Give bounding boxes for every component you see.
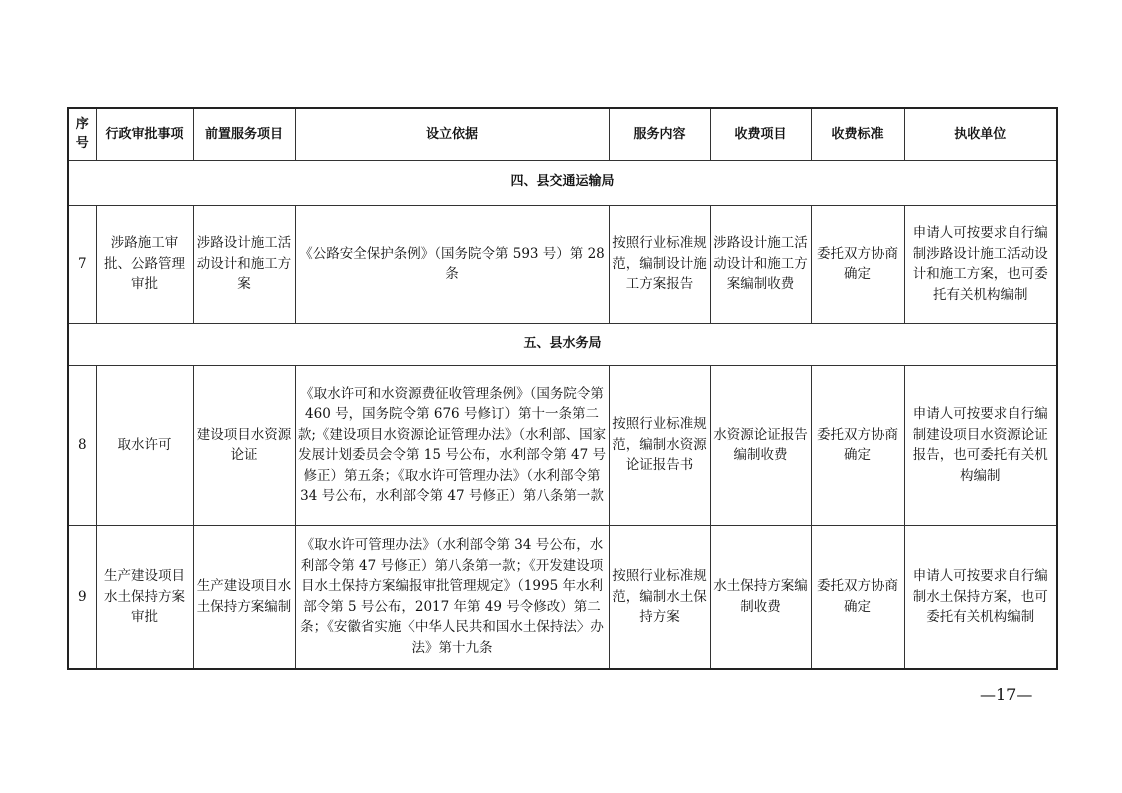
section-title: 五、县水务局 xyxy=(68,323,1057,365)
cell-service-content: 按照行业标准规范，编制设计施工方案报告 xyxy=(609,205,710,323)
cell-fee-item: 涉路设计施工活动设计和施工方案编制收费 xyxy=(710,205,811,323)
cell-seq: 9 xyxy=(68,525,96,669)
table-row xyxy=(68,365,1057,525)
header-prerequisite-service: 前置服务项目 xyxy=(193,108,295,160)
cell-fee-standard: 委托双方协商确定 xyxy=(811,205,904,323)
cell-basis: 《取水许可和水资源费征收管理条例》（国务院令第 460 号，国务院令第 676 号修订）第十一条第二款;《建设项目水资源论证管理办法》（水利部、国家发展计划委员会令第 15 号公布，水利部令第 47 号修正）第五条；《取水许可管理办法》（水利部令第 34 号公布，水利部令第 47 号修正）第八条第一款 xyxy=(295,365,609,525)
table-row xyxy=(68,525,1057,669)
cell-seq: 8 xyxy=(68,365,96,525)
cell-approval-item: 取水许可 xyxy=(96,365,193,525)
cell-seq: 7 xyxy=(68,205,96,323)
header-collecting-unit: 执收单位 xyxy=(904,108,1057,160)
cell-prerequisite-service: 生产建设项目水土保持方案编制 xyxy=(193,525,295,669)
table-header-row xyxy=(68,108,1057,160)
cell-prerequisite-service: 涉路设计施工活动设计和施工方案 xyxy=(193,205,295,323)
cell-service-content: 按照行业标准规范，编制水土保持方案 xyxy=(609,525,710,669)
cell-approval-item: 涉路施工审批、公路管理审批 xyxy=(96,205,193,323)
header-seq: 序号 xyxy=(68,108,96,160)
header-fee-item: 收费项目 xyxy=(710,108,811,160)
section-title: 四、县交通运输局 xyxy=(68,160,1057,205)
header-basis: 设立依据 xyxy=(295,108,609,160)
section-row xyxy=(68,160,1057,205)
cell-basis: 《取水许可管理办法》（水利部令第 34 号公布，水利部令第 47 号修正）第八条第一款；《开发建设项目水土保持方案编报审批管理规定》（1995 年水利部令第 5 号公布，2017 年第 49 号令修改）第二条；《安徽省实施〈中华人民共和国水土保持法〉办法》第十九条 xyxy=(295,525,609,669)
section-row xyxy=(68,323,1057,365)
cell-collecting-unit: 申请人可按要求自行编制建设项目水资源论证报告，也可委托有关机构编制 xyxy=(904,365,1057,525)
page-number: —17— xyxy=(980,685,1033,704)
cell-service-content: 按照行业标准规范，编制水资源论证报告书 xyxy=(609,365,710,525)
header-service-content: 服务内容 xyxy=(609,108,710,160)
cell-fee-item: 水资源论证报告编制收费 xyxy=(710,365,811,525)
cell-fee-standard: 委托双方协商确定 xyxy=(811,525,904,669)
fee-table xyxy=(67,107,1058,670)
cell-collecting-unit: 申请人可按要求自行编制水土保持方案，也可委托有关机构编制 xyxy=(904,525,1057,669)
cell-fee-item: 水土保持方案编制收费 xyxy=(710,525,811,669)
header-approval-item: 行政审批事项 xyxy=(96,108,193,160)
cell-fee-standard: 委托双方协商确定 xyxy=(811,365,904,525)
table-row xyxy=(68,205,1057,323)
cell-basis: 《公路安全保护条例》（国务院令第 593 号）第 28 条 xyxy=(295,205,609,323)
cell-prerequisite-service: 建设项目水资源论证 xyxy=(193,365,295,525)
cell-approval-item: 生产建设项目水土保持方案审批 xyxy=(96,525,193,669)
header-fee-standard: 收费标准 xyxy=(811,108,904,160)
cell-collecting-unit: 申请人可按要求自行编制涉路设计施工活动设计和施工方案，也可委托有关机构编制 xyxy=(904,205,1057,323)
